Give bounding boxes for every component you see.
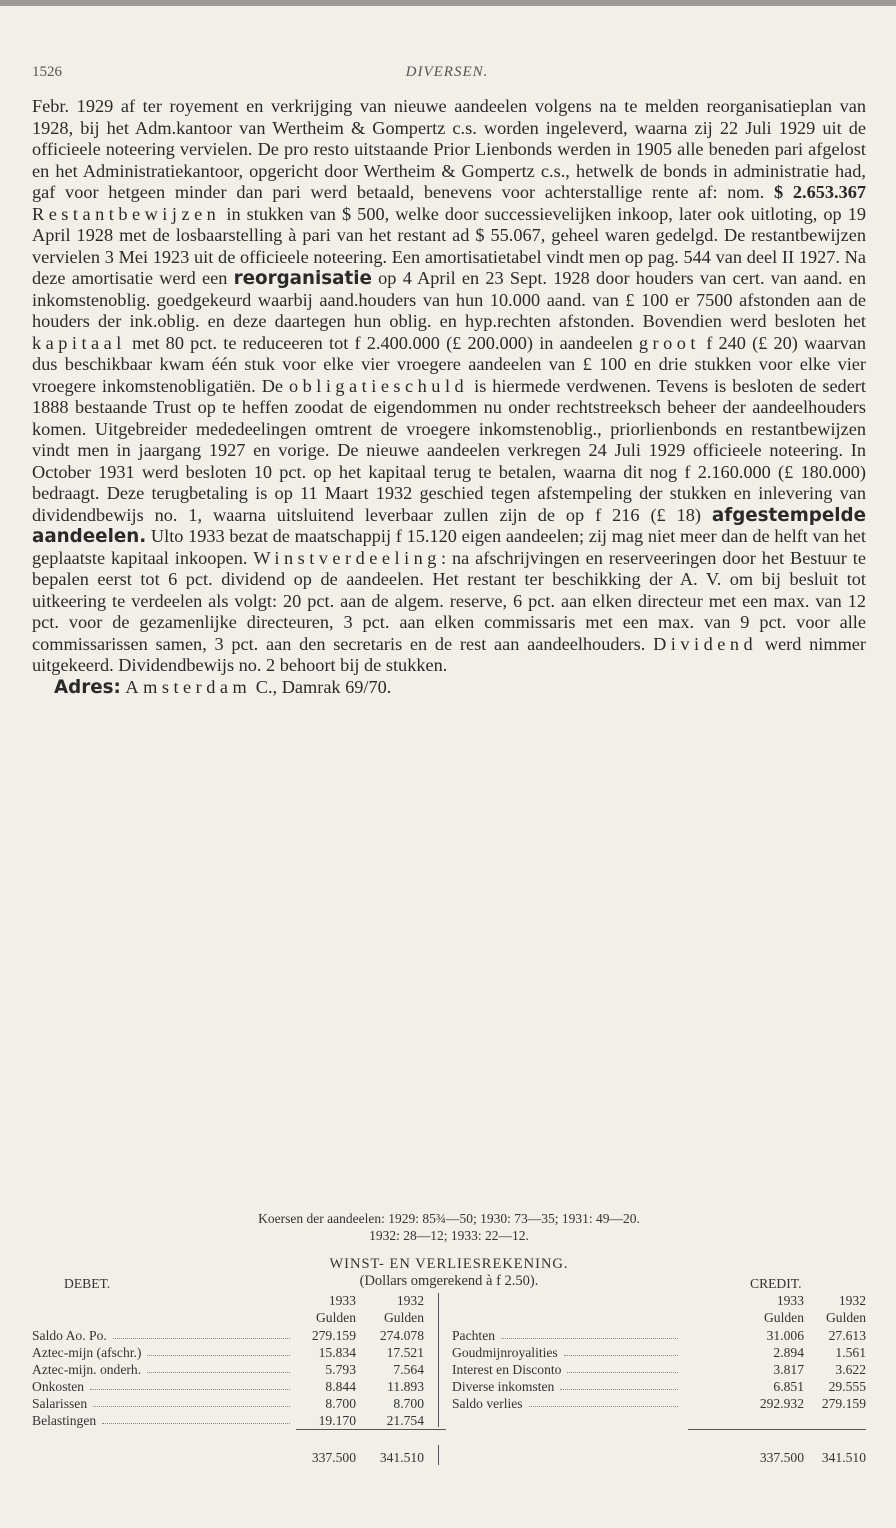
debet-row-v1: 15.834: [318, 1345, 356, 1360]
credit-total-1: 337.500: [759, 1450, 804, 1465]
credit-row-leader: [567, 1361, 678, 1373]
debet-row-label: Aztec-mijn. onderh.: [32, 1362, 142, 1377]
credit-row-v2: 279.159: [821, 1396, 866, 1411]
scan-top-edge: [0, 0, 896, 6]
account-title: WINST- EN VERLIESREKENING.: [329, 1256, 569, 1272]
table-divider-bottom: [438, 1445, 439, 1465]
profit-loss-table: [32, 1273, 866, 1473]
page-number: 1526: [32, 64, 62, 80]
credit-row-label: Pachten: [452, 1328, 496, 1343]
debet-row-v2: 11.893: [387, 1379, 424, 1394]
credit-row-leader: [564, 1344, 678, 1356]
debet-total-2: 341.510: [379, 1450, 424, 1465]
account-subtitle: (Dollars omgerekend à f 2.50).: [359, 1273, 539, 1289]
body-text: [32, 96, 866, 698]
credit-row-v2: 3.622: [835, 1362, 866, 1377]
credit-row-label: Saldo verlies: [452, 1396, 523, 1411]
credit-total-2: 341.510: [821, 1450, 866, 1465]
debet-row-v2: 17.521: [386, 1345, 424, 1360]
debet-unit-1: Gulden: [315, 1310, 356, 1325]
debet-row-v2: 8.700: [393, 1396, 424, 1411]
debet-row-v2: 21.754: [386, 1413, 424, 1428]
debet-row-label: Salarissen: [32, 1396, 88, 1411]
credit-year-2: 1932: [838, 1293, 866, 1308]
credit-unit-2: Gulden: [825, 1310, 866, 1325]
address-line: Adres: Amsterdam C., Damrak 69/70.: [54, 676, 392, 698]
debet-row-v1: 279.159: [311, 1328, 356, 1343]
term-winstverdeeling: Winstverdeeling: [253, 547, 441, 568]
credit-row-leader: [529, 1395, 678, 1407]
credit-row: [32, 1361, 866, 1378]
credit-label: CREDIT.: [750, 1276, 802, 1291]
main-paragraph: Febr. 1929 af ter royement en verkrijging van nieuwe aandeelen volgens na te melden reorganisatieplan van 1928, bij het Adm.kantoor van Wertheim & Gompertz c.s. worden ingeleverd, waarna zij 22 Juli 1929 uit de officieele noteering vervielen. De pro resto uitstaande Prior Lienbonds werden in 1905 alle beneden pari afgelost en het Administratiekantoor, opgericht door Wertheim & Gompertz c.s., hetwelk de bonds in administratie had, gaf voor hetgeen minder dan pari werd betaald, benevens voor achterstallige rente af: nom. $ 2.653.367 Restantbewijzen in stukken van $ 500, welke door successievelijken inkoop, later ook uitloting, op 19 April 1928 met de losbaarstelling à pari van het restant ad $ 55.067, geheel waren gedelgd. De restantbewijzen vervielen 3 Mei 1923 uit de officieele noteering. Een amortisatietabel vindt men op pag. 544 van deel II 1927. Na deze amortisatie werd een reorganisatie op 4 April en 23 Sept. 1928 door houders van cert. van aand. en inkomstenoblig. goedgekeurd waarbij aand.houders van hun 10.000 aand. van £ 100 er 7500 afstonden aan de houders der ink.oblig. en deze daartegen hun oblig. en hyp.rechten afstonden. Bovendien werd besloten het kapitaal met 80 pct. te reduceeren tot f 2.400.000 (£ 200.000) in aandeelen groot f 240 (£ 20) waarvan dus beschikbaar kwam één stuk voor elke vier vroegere aandeelen van £ 100 en drie stukken voor elke vier vroegere inkomstenobligatiën. De obligatieschuld is hiermede verdwenen. Tevens is besloten de sedert 1888 bestaande Trust op te heffen zoodat de eigendommen nu onder rechtstreeksch beheer der aandeelhouders komen. Uitgebreider mededeelingen omtrent de vroegere inkomstenoblig., priorlienbonds en restantbewijzen vindt men in jaargang 1927 en vorige. De nieuwe aandeelen verkregen 24 Juli 1929 officieele noteering. In October 1931 werd besloten 10 pct. op het kapitaal terug te betalen, waarna dit nog f 2.160.000 (£ 180.000) bedraagt. Deze terugbetaling is op 11 Maart 1932 geschied tegen afstempeling der stukken en inlevering van dividendbewijs no. 1, waarna uitsluitend leverbaar zullen zijn de op f 216 (£ 18) afgestempelde aandeelen. Ulto 1933 bezat de maatschappij f 15.120 eigen aandeelen; zij mag niet meer dan de helft van het geplaatste kapitaal inkoopen. Winstverdeeling: na afschrijvingen en reserveeringen door het Bestuur te bepalen eerst tot 6 pct. dividend op de aandeelen. Het restant ter beschikking der A. V. om bij besluit tot uitkeering te verdeelen als volgt: 20 pct. aan de algem. reserve, 6 pct. aan elken directeur met een max. van 12 pct. voor de gezamenlijke directeuren, 3 pct. aan elken commissaris met een max. van 9 pct. voor alle commissarissen samen, 3 pct. aan den secretaris en de rest aan aandeelhouders. Dividend werd nimmer uitgekeerd. Dividendbewijs no. 2 behoort bij de stukken.: [32, 96, 866, 675]
debet-row-v2: 7.564: [393, 1362, 424, 1377]
credit-row: [32, 1344, 866, 1361]
credit-row-label: Goudmijnroyalities: [452, 1345, 558, 1360]
credit-row-v1: 3.817: [773, 1362, 804, 1377]
debet-row-v1: 19.170: [318, 1413, 356, 1428]
table-divider: [438, 1293, 439, 1427]
debet-row-v2: 274.078: [379, 1328, 424, 1343]
credit-year-1: 1933: [776, 1293, 804, 1308]
debet-row-v1: 5.793: [325, 1362, 356, 1377]
page-header: [32, 64, 862, 86]
term-groot: groot: [638, 332, 700, 353]
credit-row-v1: 2.894: [773, 1345, 804, 1360]
credit-row-v2: 27.613: [828, 1328, 866, 1343]
credit-row-v1: 292.932: [759, 1396, 804, 1411]
term-obligatieschuld: obligatieschuld: [288, 375, 469, 396]
credit-row: [32, 1378, 866, 1395]
debet-row-label: Belastingen: [32, 1413, 97, 1428]
debet-row-v1: 8.844: [325, 1379, 356, 1394]
credit-row-v2: 1.561: [835, 1345, 866, 1360]
credit-row: [32, 1327, 866, 1344]
address-city: Amsterdam: [125, 676, 252, 697]
term-reorganisatie: reorganisatie: [233, 268, 372, 289]
credit-row-v2: 29.555: [828, 1379, 866, 1394]
credit-row-v1: 6.851: [773, 1379, 804, 1394]
share-prices-line-1: Koersen der aandeelen: 1929: 85¾—50; 1930: 73—35; 1931: 49—20.: [258, 1211, 640, 1226]
credit-row-label: Interest en Disconto: [452, 1362, 562, 1377]
debet-row-label: Aztec-mijn (afschr.): [32, 1345, 142, 1360]
credit-row-label: Diverse inkomsten: [452, 1379, 555, 1394]
term-restantbewijzen: Restantbewijzen: [32, 203, 221, 224]
term-dividend: Dividend: [653, 633, 758, 654]
credit-row-leader: [501, 1327, 678, 1339]
address-label: Adres:: [54, 676, 121, 698]
credit-row-v1: 31.006: [766, 1328, 804, 1343]
debet-row: [32, 1412, 866, 1429]
debet-total-rule: [296, 1429, 446, 1430]
debet-row-label: Saldo Ao. Po.: [32, 1328, 107, 1343]
debet-row-label: Onkosten: [32, 1379, 85, 1394]
share-prices: [32, 1210, 866, 1244]
credit-row-leader: [560, 1378, 678, 1390]
debet-row-leader: [102, 1412, 290, 1424]
debet-row-v1: 8.700: [325, 1396, 356, 1411]
debet-year-1: 1933: [328, 1293, 356, 1308]
debet-label: DEBET.: [64, 1276, 111, 1291]
credit-unit-1: Gulden: [763, 1310, 804, 1325]
term-afgestempelde-aandeelen: afgestempelde aandeelen.: [32, 504, 866, 547]
debet-year-2: 1932: [396, 1293, 424, 1308]
share-prices-line-2: 1932: 28—12; 1933: 22—12.: [369, 1228, 529, 1243]
term-kapitaal: kapitaal: [32, 332, 126, 353]
debet-total-1: 337.500: [311, 1450, 356, 1465]
debet-unit-2: Gulden: [383, 1310, 424, 1325]
running-head: DIVERSEN.: [405, 64, 489, 80]
credit-total-rule: [688, 1429, 866, 1430]
credit-row: [32, 1395, 866, 1412]
